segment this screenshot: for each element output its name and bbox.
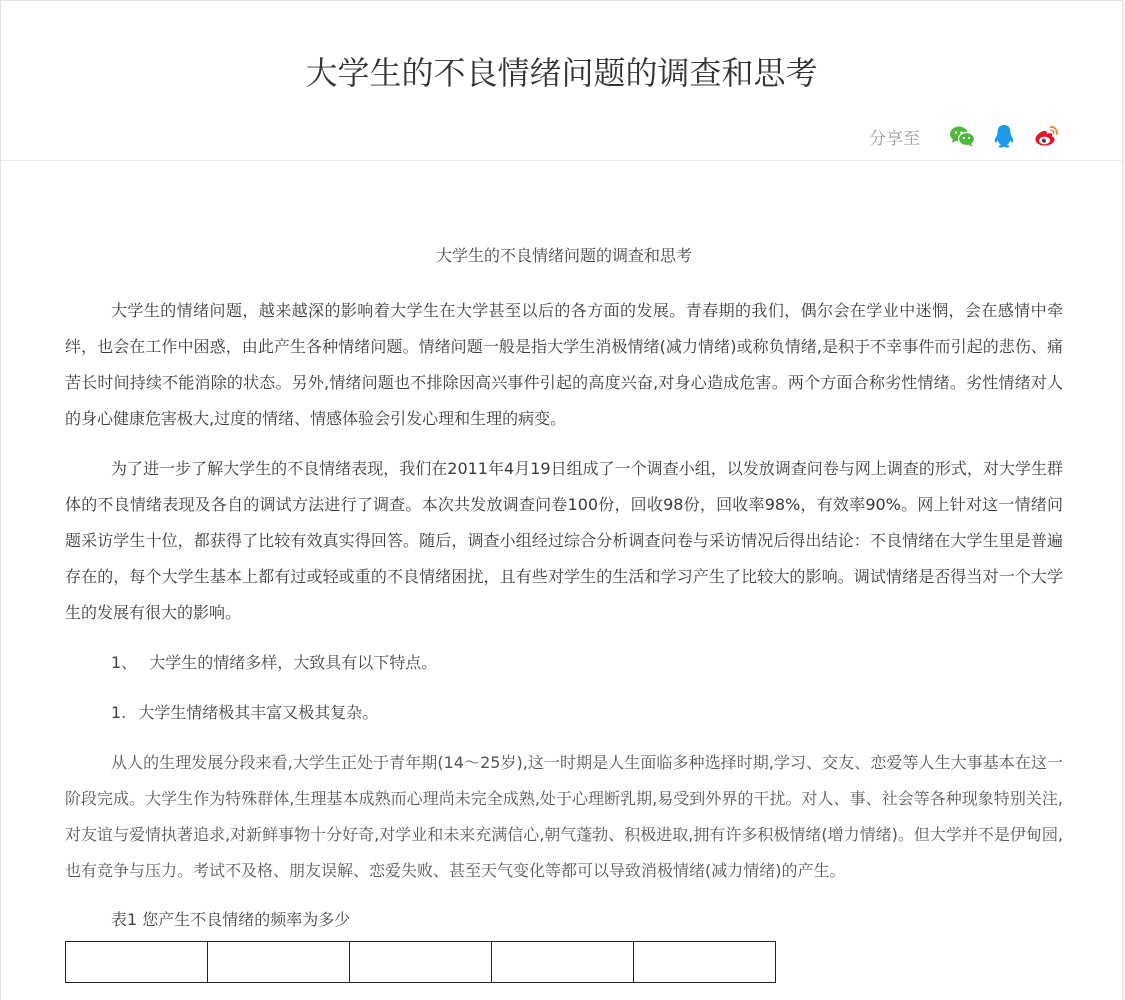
qq-icon[interactable] <box>990 122 1018 150</box>
table-cell <box>634 942 776 983</box>
table-caption: 表1 您产生不良情绪的频率为多少 <box>111 910 351 929</box>
paragraph-intro: 大学生的情绪问题，越来越深的影响着大学生在大学甚至以后的各方面的发展。青春期的我们，偶尔会在学业中迷惘，会在感情中牵绊，也会在工作中困惑，由此产生各种情绪问题。情绪问题一般是指大学生消极情绪(减力情绪)或称负情绪,是积于不幸事件而引起的悲伤、痛苦长时间持续不能消除的状态。另外,情绪问题也不排除因高兴事件引起的高度兴奋,对身心造成危害。两个方面合称劣性情绪。劣性情绪对人的身心健康危害极大,过度的情绪、情感体验会引发心理和生理的病变。 <box>65 301 1063 428</box>
table-cell <box>492 942 634 983</box>
subsection-number: 1. <box>111 703 127 722</box>
section-heading-text: 大学生的情绪多样，大致具有以下特点。 <box>149 653 438 672</box>
paragraph-development: 从人的生理发展分段来看,大学生正处于青年期(14～25岁),这一时期是人生面临多种选择时期,学习、交友、恋爱等人生大事基本在这一阶段完成。大学生作为特殊群体,生理基本成熟而心理尚未完全成熟,处于心理断乳期,易受到外界的干扰。对人、事、社会等各种现象特别关注,对友谊与爱情执著追求,对新鲜事物十分好奇,对学业和未来充满信心,朝气蓬勃、积极进取,拥有许多积极情绪(增力情绪)。但大学并不是伊甸园,也有竞争与压力。考试不及格、朋友误解、恋爱失败、甚至天气变化等都可以导致消极情绪(减力情绪)的产生。 <box>65 753 1063 880</box>
share-label: 分享至 <box>869 128 920 149</box>
table-row <box>66 942 776 983</box>
section-number: 1、 <box>111 653 138 672</box>
page-title: 大学生的不良情绪问题的调查和思考 <box>305 54 818 92</box>
paragraph-survey: 为了进一步了解大学生的不良情绪表现，我们在2011年4月19日组成了一个调查小组，以发放调查问卷与网上调查的形式，对大学生群体的不良情绪表现及各自的调试方法进行了调查。本次共发放调查问卷100份，回收98份，回收率98%，有效率90%。网上针对这一情绪问题采访学生十位，都获得了比较有效真实得回答。随后，调查小组经过综合分析调查问卷与采访情况后得出结论：不良情绪在大学生里是普遍存在的，每个大学生基本上都有过或轻或重的不良情绪困扰，且有些对学生的生活和学习产生了比较大的影响。调试情绪是否得当对一个大学生的发展有很大的影响。 <box>65 459 1063 622</box>
table-cell <box>208 942 350 983</box>
weibo-icon[interactable] <box>1032 122 1060 150</box>
table-cell <box>350 942 492 983</box>
article-body <box>65 239 1063 983</box>
wechat-icon[interactable] <box>948 122 976 150</box>
table-cell <box>66 942 208 983</box>
article-header <box>1 1 1122 161</box>
share-bar <box>869 122 1060 150</box>
subsection-heading-1 <box>65 695 1063 731</box>
subsection-heading-text: 大学生情绪极其丰富又极其复杂。 <box>138 703 379 722</box>
article-title: 大学生的不良情绪问题的调查和思考 <box>435 246 692 265</box>
section-heading-1 <box>65 645 1063 681</box>
frequency-table <box>65 941 776 983</box>
